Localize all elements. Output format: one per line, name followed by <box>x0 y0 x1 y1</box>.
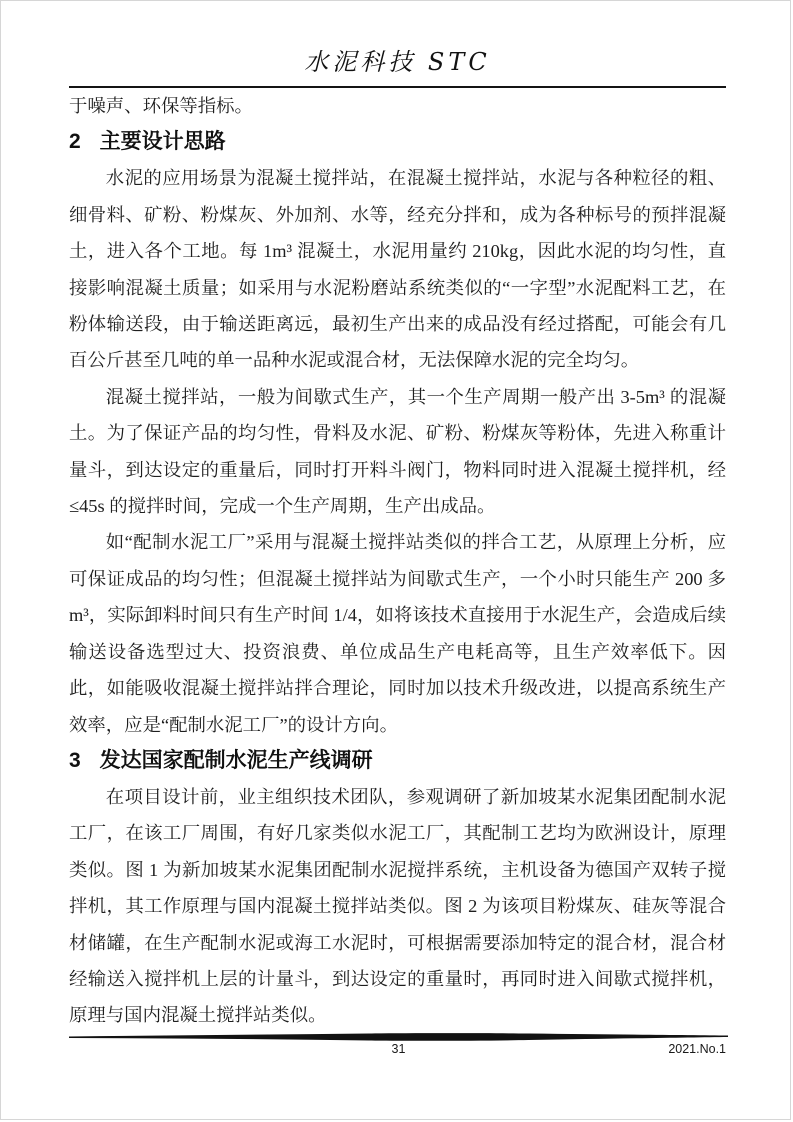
section-number: 2 <box>69 130 81 154</box>
body-paragraph: 在项目设计前，业主组织技术团队，参观调研了新加坡某水泥集团配制水泥工厂，在该工厂周围，有好几家类似水泥工厂，其配制工艺均为欧洲设计，原理类似。图 1 为新加坡某水泥集团配制水泥搅拌系统，主机设备为德国产双转子搅拌机，其工作原理与国内混凝土搅拌站类似。图 2 为该项目粉煤灰、硅灰等混合材储罐，在生产配制水泥或海工水泥时，可根据需要添加特定的混合材，混合材经输送入搅拌机上层的计量斗，到达设定的重量时，再同时进入间歇式搅拌机，原理与国内混凝土搅拌站类似。 <box>69 786 726 1026</box>
body-paragraph: 混凝土搅拌站，一般为间歇式生产，其一个生产周期一般产出 3-5m³ 的混凝土。为了保证产品的均匀性，骨料及水泥、矿粉、粉煤灰等粉体，先进入称重计量斗，到达设定的重量后，同时打开料斗阀门，物料同时进入混凝土搅拌机，经≤45s 的搅拌时间，完成一个生产周期，生产出成品。 <box>69 386 726 517</box>
journal-title: 水泥科技 STC <box>304 48 491 76</box>
page-header <box>69 1 726 88</box>
section-heading-survey <box>69 743 726 779</box>
footer-rule <box>69 1032 728 1042</box>
body-paragraph: 如“配制水泥工厂”采用与混凝土搅拌站类似的拌合工艺，从原理上分析，应可保证成品的均匀性；但混凝土搅拌站为间歇式生产，一个小时只能生产 200 多m³，实际卸料时间只有生产时间 1/4，如将该技术直接用于水泥生产，会造成后续输送设备选型过大、投资浪费、单位成品生产电耗高等，且生产效率低下。因此，如能吸收混凝土搅拌站拌合理论，同时加以技术升级改进，以提高系统生产效率，应是“配制水泥工厂”的设计方向。 <box>69 532 726 735</box>
footer-row <box>69 1042 728 1060</box>
section-title: 发达国家配制水泥生产线调研 <box>99 748 373 772</box>
section-heading-design <box>69 124 726 160</box>
page-footer <box>69 1032 728 1060</box>
page-number: 31 <box>391 1042 406 1056</box>
body-paragraph: 水泥的应用场景为混凝土搅拌站，在混凝土搅拌站，水泥与各种粒径的粗、细骨料、矿粉、粉煤灰、外加剂、水等，经充分拌和，成为各种标号的预拌混凝土，进入各个工地。每 1m³ 混凝土，水泥用量约 210kg，因此水泥的均匀性，直接影响混凝土质量；如采用与水泥粉磨站系统类似的“一字型”水泥配料工艺，在粉体输送段，由于输送距离远，最初生产出来的成品没有经过搭配，可能会有几百公斤甚至几吨的单一品种水泥或混合材，无法保障水泥的完全均匀。 <box>69 168 726 371</box>
page-body <box>69 88 726 1034</box>
issue-label: 2021.No.1 <box>668 1042 726 1056</box>
section-title: 主要设计思路 <box>99 130 226 154</box>
section-number: 3 <box>69 748 81 772</box>
carryover-paragraph: 于噪声、环保等指标。 <box>69 96 253 116</box>
